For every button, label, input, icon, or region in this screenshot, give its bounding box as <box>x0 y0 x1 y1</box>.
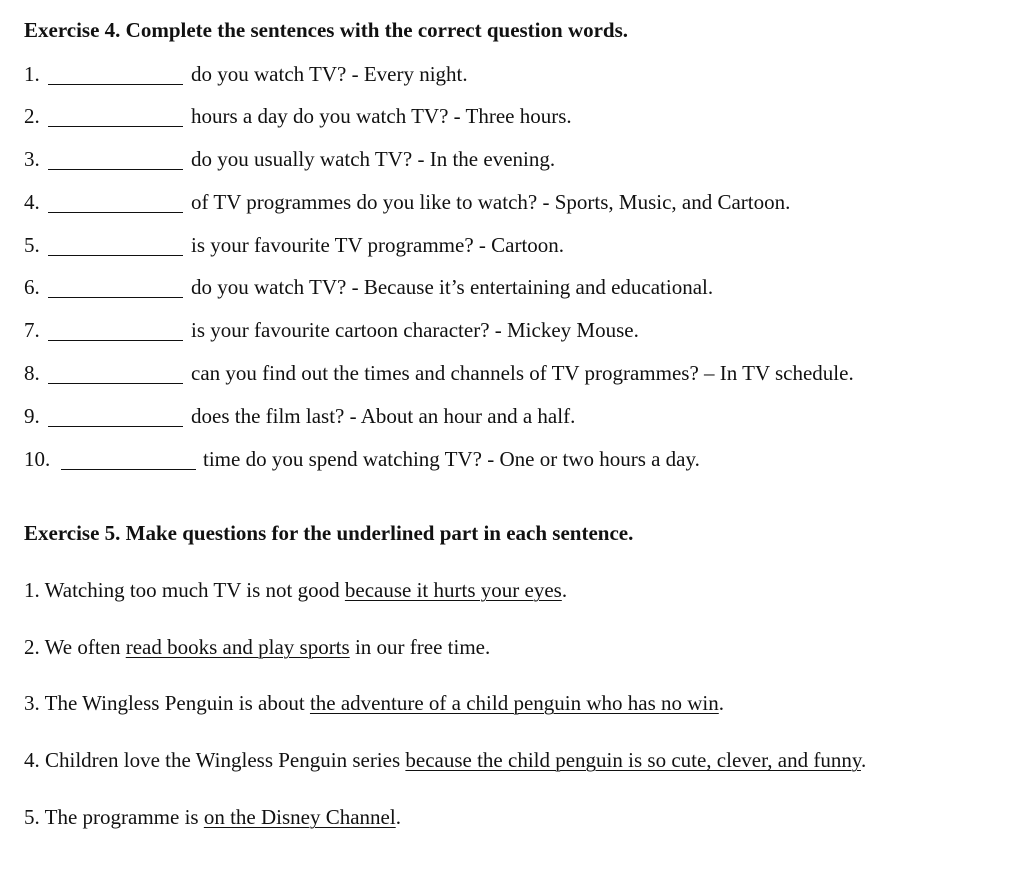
item-text: does the film last? - About an hour and a half. <box>191 404 576 428</box>
sentence-text-after: . <box>860 748 867 772</box>
item-number: 2. <box>24 104 40 128</box>
item-number: 3. <box>24 147 40 171</box>
item-number: 7. <box>24 318 40 342</box>
sentence-text-before: 1. Watching too much TV is not good <box>24 578 345 602</box>
underlined-part: the adventure of a child penguin who has no win <box>309 691 719 715</box>
item-number: 10. <box>24 447 51 471</box>
item-number: 4. <box>24 190 40 214</box>
answer-blank[interactable] <box>48 255 183 256</box>
item-text: do you usually watch TV? - In the evening. <box>191 147 556 171</box>
underlined-part: read books and play sports <box>125 635 350 659</box>
answer-blank[interactable] <box>48 426 183 427</box>
answer-blank[interactable] <box>48 84 183 85</box>
item-number: 9. <box>24 404 40 428</box>
underlined-part: because it hurts your eyes <box>344 578 562 602</box>
item-text: time do you spend watching TV? - One or two hours a day. <box>203 447 700 471</box>
item-text: do you watch TV? - Every night. <box>191 62 468 86</box>
item-text: do you watch TV? - Because it’s entertaining and educational. <box>191 275 714 299</box>
exercise-4-title: Exercise 4. Complete the sentences with the correct question words. <box>24 18 629 42</box>
item-text: of TV programmes do you like to watch? - Sports, Music, and Cartoon. <box>191 190 791 214</box>
exercise-5-item <box>24 576 567 604</box>
item-number: 5. <box>24 233 40 257</box>
sentence-text-after: . <box>395 805 401 829</box>
item-text: is your favourite TV programme? - Cartoon. <box>191 233 565 257</box>
answer-blank[interactable] <box>48 169 183 170</box>
answer-blank[interactable] <box>61 469 196 470</box>
item-number: 6. <box>24 275 40 299</box>
answer-blank[interactable] <box>48 383 183 384</box>
exercise-5-item <box>24 803 401 831</box>
sentence-text-before: 5. The programme is <box>24 805 204 829</box>
sentence-text-before: 4. Children love the Wingless Penguin series <box>24 748 406 772</box>
answer-blank[interactable] <box>48 212 183 213</box>
underlined-part: because the child penguin is so cute, clever, and funny <box>405 748 861 772</box>
answer-blank[interactable] <box>48 340 183 341</box>
item-number: 8. <box>24 361 40 385</box>
answer-blank[interactable] <box>48 297 183 298</box>
underlined-part: on the Disney Channel <box>203 805 396 829</box>
exercise-5-item <box>24 689 724 717</box>
answer-blank[interactable] <box>48 126 183 127</box>
item-text: can you find out the times and channels of TV programmes? – In TV schedule. <box>191 361 854 385</box>
exercise-5-item <box>24 746 866 774</box>
exercise-5-title: Exercise 5. Make questions for the underlined part in each sentence. <box>24 521 634 545</box>
sentence-text-after: . <box>561 578 568 602</box>
sentence-text-after: . <box>718 691 725 715</box>
item-number: 1. <box>24 62 40 86</box>
item-text: hours a day do you watch TV? - Three hours. <box>191 104 572 128</box>
sentence-text-after: in our free time. <box>349 635 491 659</box>
sentence-text-before: 3. The Wingless Penguin is about <box>24 691 310 715</box>
item-text: is your favourite cartoon character? - Mickey Mouse. <box>191 318 639 342</box>
sentence-text-before: 2. We often <box>24 635 126 659</box>
exercise-5-item <box>24 633 490 661</box>
